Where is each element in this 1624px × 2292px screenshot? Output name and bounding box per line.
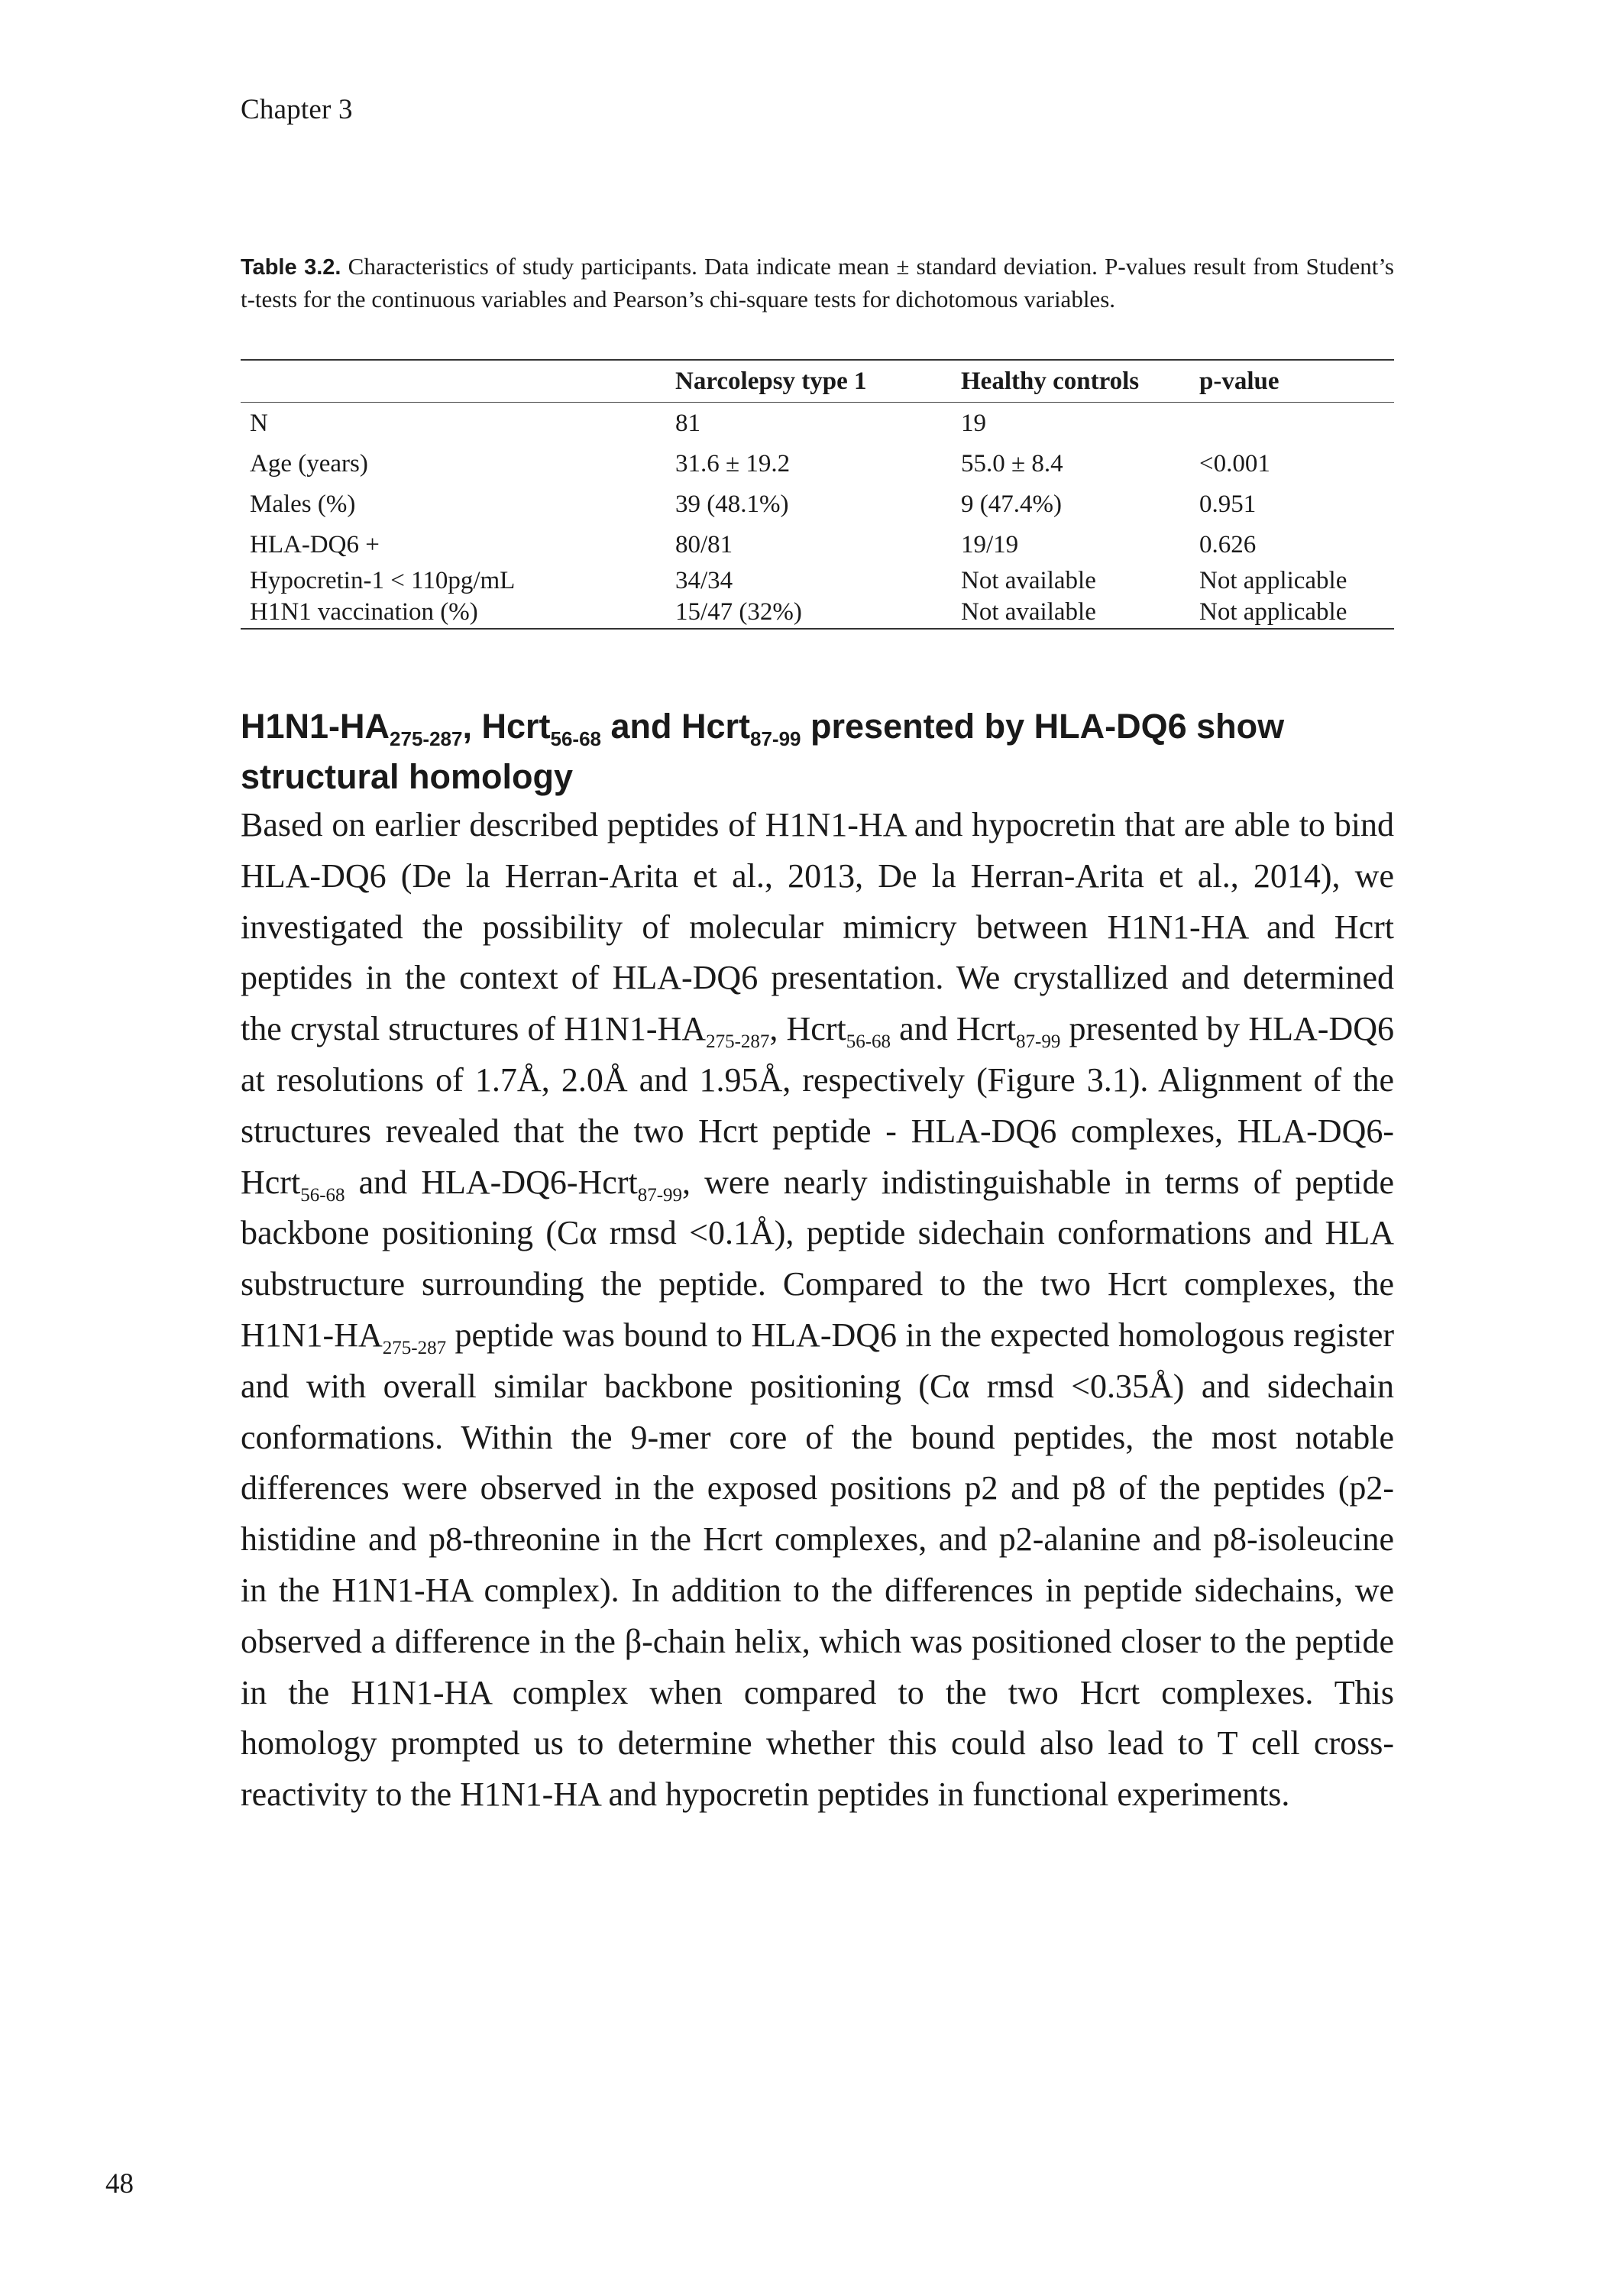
page-number: 48 (105, 2168, 134, 2200)
table-cell: 81 (675, 409, 700, 437)
paragraph-subscript: 56-68 (300, 1184, 345, 1206)
table-row (241, 565, 1394, 597)
table-cell: Hypocretin-1 < 110pg/mL (250, 567, 516, 594)
heading-text: H1N1-HA (241, 707, 390, 746)
table-cell: H1N1 vaccination (%) (250, 598, 478, 626)
participants-table (241, 359, 1394, 630)
table-cell: 55.0 ± 8.4 (961, 450, 1063, 478)
paragraph-text: and Hcrt (891, 1010, 1017, 1048)
table-cell: Age (years) (250, 450, 368, 478)
column-header-narcolepsy: Narcolepsy type 1 (666, 360, 952, 403)
table-cell: 80/81 (675, 531, 733, 558)
table-row (241, 444, 1394, 484)
table-cell: <0.001 (1199, 450, 1270, 478)
heading-text: presented by HLA-DQ6 show structural homology (241, 707, 1285, 796)
paragraph-subscript: 275-287 (382, 1337, 447, 1358)
table-row (241, 525, 1394, 565)
table-header-row (241, 360, 1394, 403)
table-cell: 34/34 (675, 567, 733, 594)
paragraph-text: , were nearly indistinguishable in terms of peptide backbone positioning (Cα rmsd <0.1Å), peptide sidechain conformations and HLA substructure surrounding the peptide. Compared to the two Hcrt complexes, the H1N1-HA (241, 1163, 1394, 1354)
paragraph-subscript: 56-68 (846, 1031, 891, 1053)
running-head: Chapter 3 (241, 94, 353, 125)
table-cell: Not applicable (1199, 598, 1347, 626)
table-cell: HLA-DQ6 + (250, 531, 380, 558)
table-row (241, 484, 1394, 525)
paragraph-text: and HLA-DQ6-Hcrt (345, 1163, 638, 1201)
column-header-p-value: p-value (1190, 360, 1394, 403)
table-caption-text: Characteristics of study participants. Data indicate mean ± standard deviation. P-values result from Student’s t-tests for the continuous variables and Pearson’s chi-square tests for dichotomous variables. (241, 253, 1394, 312)
table-cell: Not available (961, 598, 1096, 626)
paragraph-text: Based on earlier described peptides of H1N1-HA and hypocretin that are able to bind HLA-DQ6 (De la Herran-Arita et al., 2013, De la Herran-Arita et al., 2014), we investigated the possibility of molecular mimicry between H1N1-HA and Hcrt peptides in the context of HLA-DQ6 presentation. We crystallized and determined the crystal structures of H1N1-HA (241, 806, 1394, 1048)
table-cell: 31.6 ± 19.2 (675, 450, 791, 478)
paragraph-text: peptide was bound to HLA-DQ6 in the expected homologous register and with overall similar backbone positioning (Cα rmsd <0.35Å) and sidechain conformations. Within the 9-mer core of the bound peptides, the most notable differences were observed in the exposed positions p2 and p8 of the peptides (p2-histidine and p8-threonine in the Hcrt complexes, and p2-alanine and p8-isoleucine in the H1N1-HA complex). In addition to the differences in peptide sidechains, we observed a difference in the β-chain helix, which was positioned closer to the peptide in the H1N1-HA complex when compared to the two Hcrt complexes. This homology prompted us to determine whether this could also lead to T cell cross-reactivity to the H1N1-HA and hypocretin peptides in functional experiments. (241, 1316, 1394, 1814)
paragraph-subscript: 87-99 (1016, 1031, 1061, 1053)
paragraph-subscript: 275-287 (706, 1031, 770, 1053)
body-paragraph (241, 800, 1394, 1821)
table-caption-label: Table 3.2. (241, 255, 341, 280)
table-cell: 0.626 (1199, 531, 1257, 558)
table-row (241, 597, 1394, 629)
table-row (241, 403, 1394, 445)
table-cell: 19/19 (961, 531, 1019, 558)
table-cell: 19 (961, 409, 986, 437)
table-caption (241, 251, 1394, 315)
column-header-label (241, 360, 666, 403)
heading-text: and Hcrt (600, 707, 751, 746)
table-cell: Not available (961, 567, 1096, 594)
heading-subscript: 87-99 (750, 727, 801, 750)
table-cell: 0.951 (1199, 490, 1257, 518)
paragraph-text: , Hcrt (769, 1010, 846, 1048)
heading-subscript: 275-287 (390, 727, 463, 750)
paragraph-subscript: 87-99 (637, 1184, 683, 1206)
paragraph-text: presented by HLA-DQ6 at resolutions of 1.7Å, 2.0Å and 1.95Å, respectively (Figure 3.1). Alignment of the structures revealed that the two Hcrt peptide - HLA-DQ6 complexes, HLA-DQ6-Hcrt (241, 1010, 1395, 1201)
heading-subscript: 56-68 (550, 727, 601, 750)
table-cell: Not applicable (1199, 567, 1347, 594)
table-cell (1190, 403, 1394, 445)
table-cell: 39 (48.1%) (675, 490, 789, 518)
table-cell: 15/47 (32%) (675, 598, 802, 626)
table-cell: N (250, 409, 268, 437)
column-header-controls: Healthy controls (952, 360, 1190, 403)
table-cell: 9 (47.4%) (961, 490, 1062, 518)
table-cell: Males (%) (250, 490, 356, 518)
heading-text: , Hcrt (462, 707, 551, 746)
section-heading (241, 701, 1394, 802)
